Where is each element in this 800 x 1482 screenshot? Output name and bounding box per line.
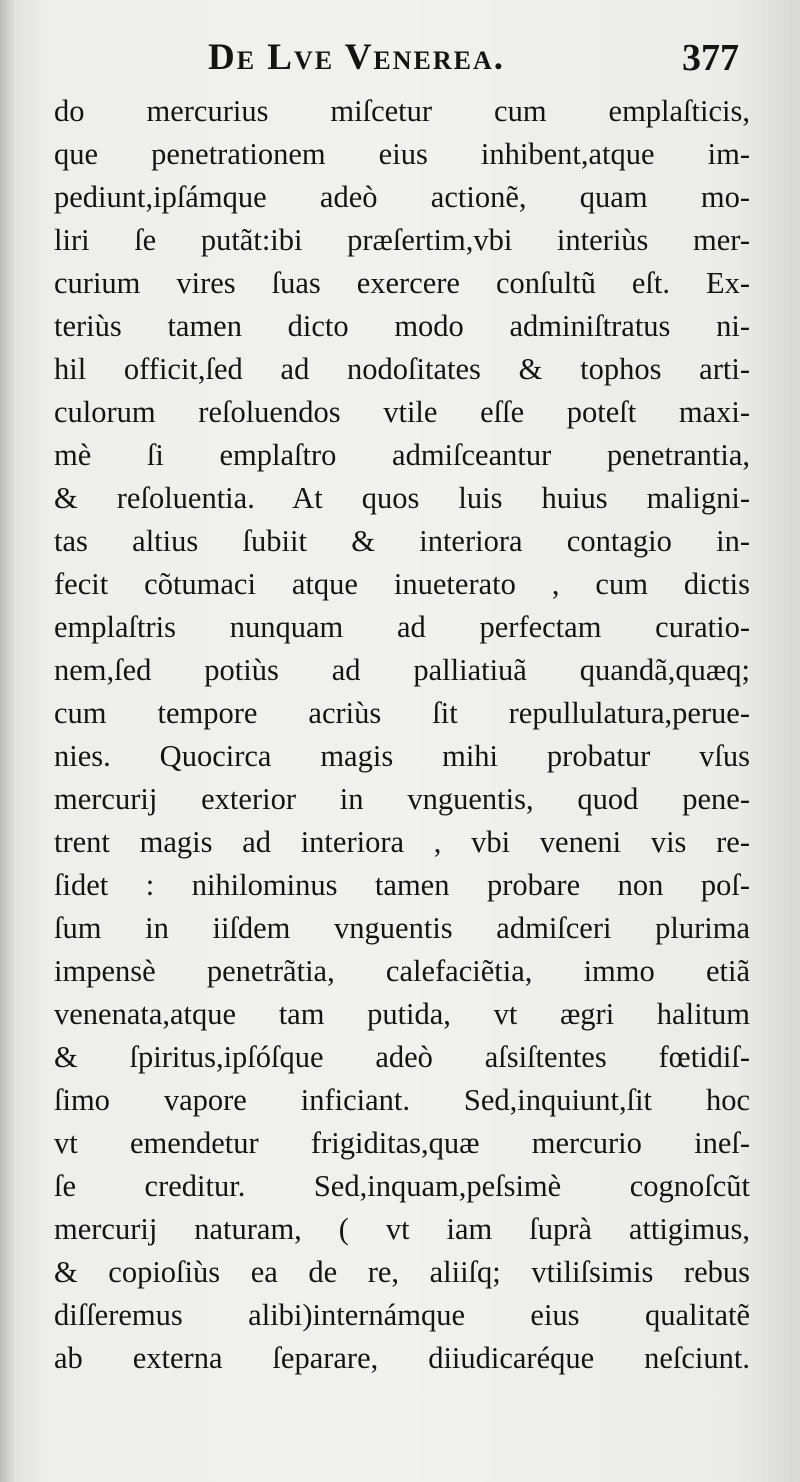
text-line: venenata,atque tam putida, vt ægri halitum xyxy=(54,997,750,1031)
text-line: do mercurius miſcetur cum emplaſticis, xyxy=(54,94,750,128)
text-line: emplaſtris nunquam ad perfectam curatio- xyxy=(54,610,750,644)
text-line: & ſpiritus,ipſóſque adeò aſsiſtentes fœtidiſ- xyxy=(54,1040,750,1074)
text-line: mercurij naturam, ( vt iam ſuprà attigimus, xyxy=(54,1212,750,1246)
text-line: vt emendetur frigiditas,quæ mercurio ineſ- xyxy=(54,1126,750,1160)
text-line: liri ſe putãt:ibi præſertim,vbi interiùs mer- xyxy=(54,223,750,257)
text-line: fecit cõtumaci atque inueterato , cum dictis xyxy=(54,567,750,601)
text-line: culorum reſoluendos vtile eſſe poteſt maxi- xyxy=(54,395,750,429)
text-line: tas altius ſubiit & interiora contagio in- xyxy=(54,524,750,558)
page-gutter-shadow xyxy=(0,0,14,1482)
text-line: curium vires ſuas exercere conſultũ eſt. Ex- xyxy=(54,266,750,300)
text-line: hil officit,ſed ad nodoſitates & tophos arti- xyxy=(54,352,750,386)
text-line: ab externa ſeparare, diiudicaréque neſciunt. xyxy=(54,1341,750,1375)
text-line: nies. Quocirca magis mihi probatur vſus xyxy=(54,739,750,773)
text-line: ſimo vapore inficiant. Sed,inquiunt,ſit hoc xyxy=(54,1083,750,1117)
running-title: De Lve Venerea. xyxy=(208,37,506,78)
text-line: mè ſi emplaſtro admiſceantur penetrantia, xyxy=(54,438,750,472)
page-number: 377 xyxy=(682,37,739,79)
text-line: trent magis ad interiora , vbi veneni vis re- xyxy=(54,825,750,859)
text-line: teriùs tamen dicto modo adminiſtratus ni- xyxy=(54,309,750,343)
text-line: nem,ſed potiùs ad palliatiuã quandã,quæq; xyxy=(54,653,750,687)
text-line: diſſeremus alibi)internámque eius qualitatẽ xyxy=(54,1298,750,1332)
text-line: ſidet : nihilominus tamen probare non poſ- xyxy=(54,868,750,902)
text-line: & reſoluentia. At quos luis huius maligni- xyxy=(54,481,750,515)
text-line: & copioſiùs ea de re, aliiſq; vtiliſsimis rebus xyxy=(54,1255,750,1289)
text-line: que penetrationem eius inhibent,atque im- xyxy=(54,137,750,171)
text-line: ſum in iiſdem vnguentis admiſceri plurima xyxy=(54,911,750,945)
text-line: pediunt,ipſámque adeò actionẽ, quam mo- xyxy=(54,180,750,214)
text-line: ſe creditur. Sed,inquam,peſsimè cognoſcũt xyxy=(54,1169,750,1203)
text-line: cum tempore acriùs ſit repullulatura,perue- xyxy=(54,696,750,730)
page-header xyxy=(0,36,800,86)
text-line: impensè penetrãtia, calefaciẽtia, immo etiã xyxy=(54,954,750,988)
text-line: mercurij exterior in vnguentis, quod pene- xyxy=(54,782,750,816)
body-text xyxy=(54,90,750,1380)
